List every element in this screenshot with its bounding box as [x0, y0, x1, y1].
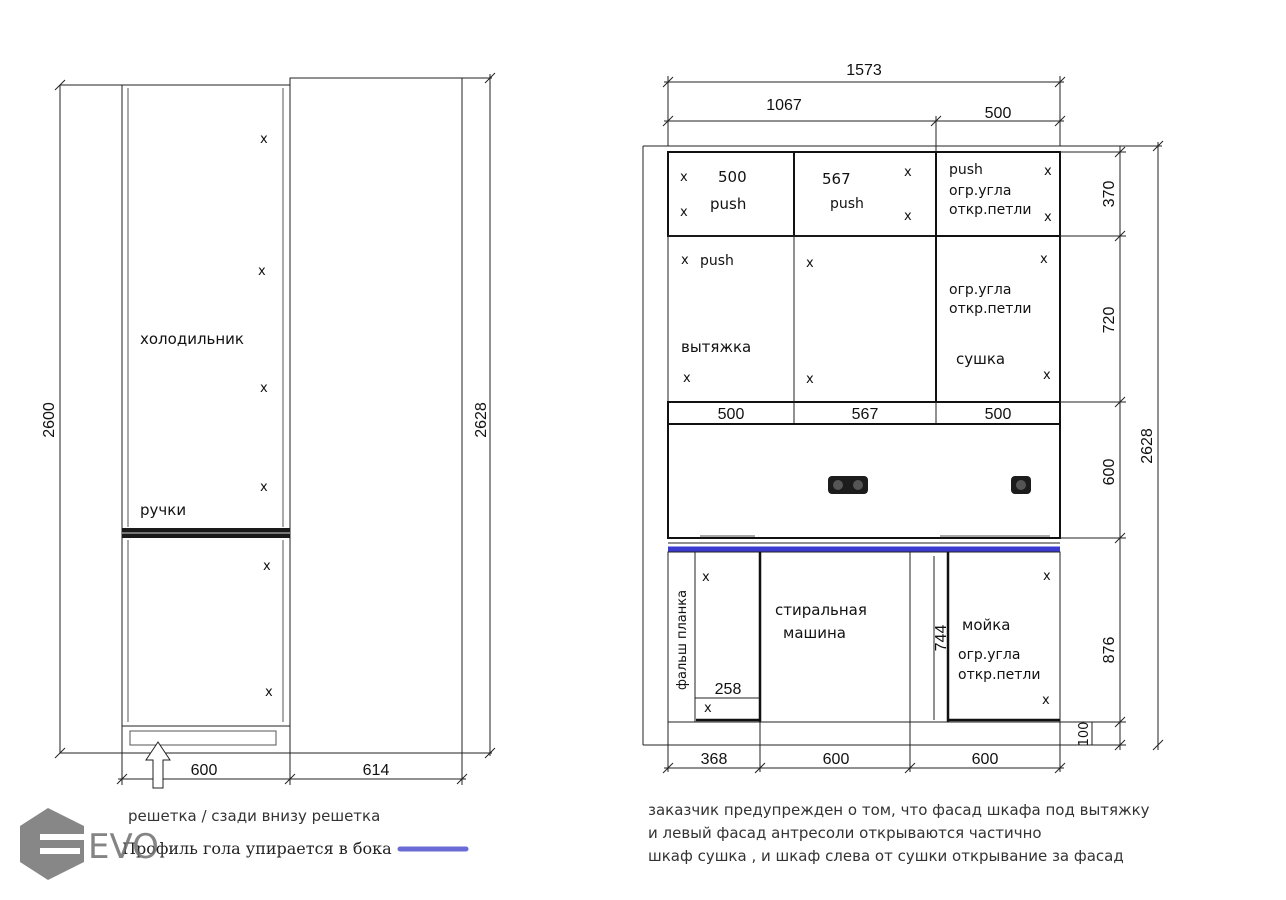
mark: x [260, 132, 268, 147]
mark: x [681, 253, 689, 268]
note-line-1: заказчик предупрежден о том, что фасад шкафа под вытяжку [648, 801, 1150, 819]
width-1067-dim: 1067 [766, 97, 802, 114]
strip-width-1: 500 [717, 406, 745, 423]
base-width-2: 600 [822, 751, 850, 768]
strip-width-2: 567 [851, 406, 879, 423]
filler-label: фальш планка [675, 589, 690, 691]
mark: x [265, 685, 273, 700]
mark: x [1040, 252, 1048, 267]
row1-c3-limit: огр.угла [949, 183, 1012, 199]
profile-note: Профиль гола упирается в бока [122, 839, 392, 858]
grille-note: решетка / сзади внизу решетка [128, 807, 381, 825]
row1-c3-push: push [949, 162, 983, 178]
mark: x [680, 170, 688, 185]
mark: x [806, 256, 814, 271]
base-width-1: 368 [700, 751, 728, 768]
washer-line2: машина [783, 624, 846, 642]
note-line-2: и левый фасад антресоли открываются частично [648, 824, 1042, 842]
mark: x [702, 570, 710, 585]
grille [122, 726, 290, 753]
row1-c2-width: 567 [822, 170, 851, 188]
row2-c3-limit: огр.угла [949, 282, 1012, 298]
arrow-up-icon [146, 742, 170, 788]
width-500-top-dim: 500 [984, 105, 1012, 122]
mark: x [704, 701, 712, 716]
left-width-fridge: 600 [190, 762, 218, 779]
strip-width-3: 500 [984, 406, 1012, 423]
left-width-right: 614 [362, 762, 390, 779]
mark: x [683, 371, 691, 386]
logo-text: EVO [88, 827, 159, 867]
mark: x [1043, 569, 1051, 584]
mark: x [680, 205, 688, 220]
sink-limit: огр.угла [958, 647, 1021, 663]
mark: x [806, 372, 814, 387]
mark: x [1043, 368, 1051, 383]
row1-c1-width: 500 [718, 168, 747, 186]
mark: x [904, 165, 912, 180]
left-total-height-dim: 2628 [473, 402, 490, 438]
mark: x [263, 559, 271, 574]
total-width-dim: 1573 [846, 62, 882, 79]
mark: x [260, 381, 268, 396]
row2-c3-hinge: откр.петли [949, 301, 1032, 317]
left-elevation [55, 73, 495, 849]
plinth-height-dim: 100 [1077, 721, 1092, 747]
upper-cell-1 [668, 152, 794, 236]
upper-cell-2 [794, 152, 936, 236]
note-line-3: шкаф сушка , и шкаф слева от сушки открывание за фасад [648, 847, 1124, 865]
right-panel [290, 78, 462, 753]
hexagon-icon [20, 808, 84, 880]
row1-c1-push: push [710, 195, 747, 213]
mid-cell-2 [794, 236, 936, 402]
door-height-dim: 744 [933, 624, 950, 652]
mark: x [1044, 164, 1052, 179]
row1-c3-hinge: откр.петли [949, 202, 1032, 218]
filler-width-dim: 258 [714, 681, 742, 698]
washer-line1: стиральная [775, 601, 867, 619]
mark: x [1042, 693, 1050, 708]
sink-label: мойка [962, 616, 1011, 634]
mark: x [260, 480, 268, 495]
base-width-3: 600 [971, 751, 999, 768]
left-height-dim: 2600 [41, 402, 58, 438]
mark: x [1044, 210, 1052, 225]
row2-c1-push: push [700, 253, 734, 269]
row2-height-dim: 720 [1101, 306, 1118, 334]
worktop-height-dim: 600 [1101, 458, 1118, 486]
right-total-height-dim: 2628 [1139, 428, 1156, 464]
base-height-dim: 876 [1101, 636, 1118, 664]
fridge-label: холодильник [140, 330, 244, 348]
mark: x [258, 264, 266, 279]
row2-c3-label: сушка [956, 350, 1006, 368]
fridge-column [122, 85, 290, 753]
row1-c2-push: push [830, 196, 864, 212]
plinth [668, 722, 1060, 745]
row1-height-dim: 370 [1101, 180, 1118, 208]
row2-c1-label: вытяжка [681, 338, 752, 356]
sink-hinge: откр.петли [958, 667, 1041, 683]
mark: x [904, 209, 912, 224]
handles-label: ручки [140, 501, 187, 519]
